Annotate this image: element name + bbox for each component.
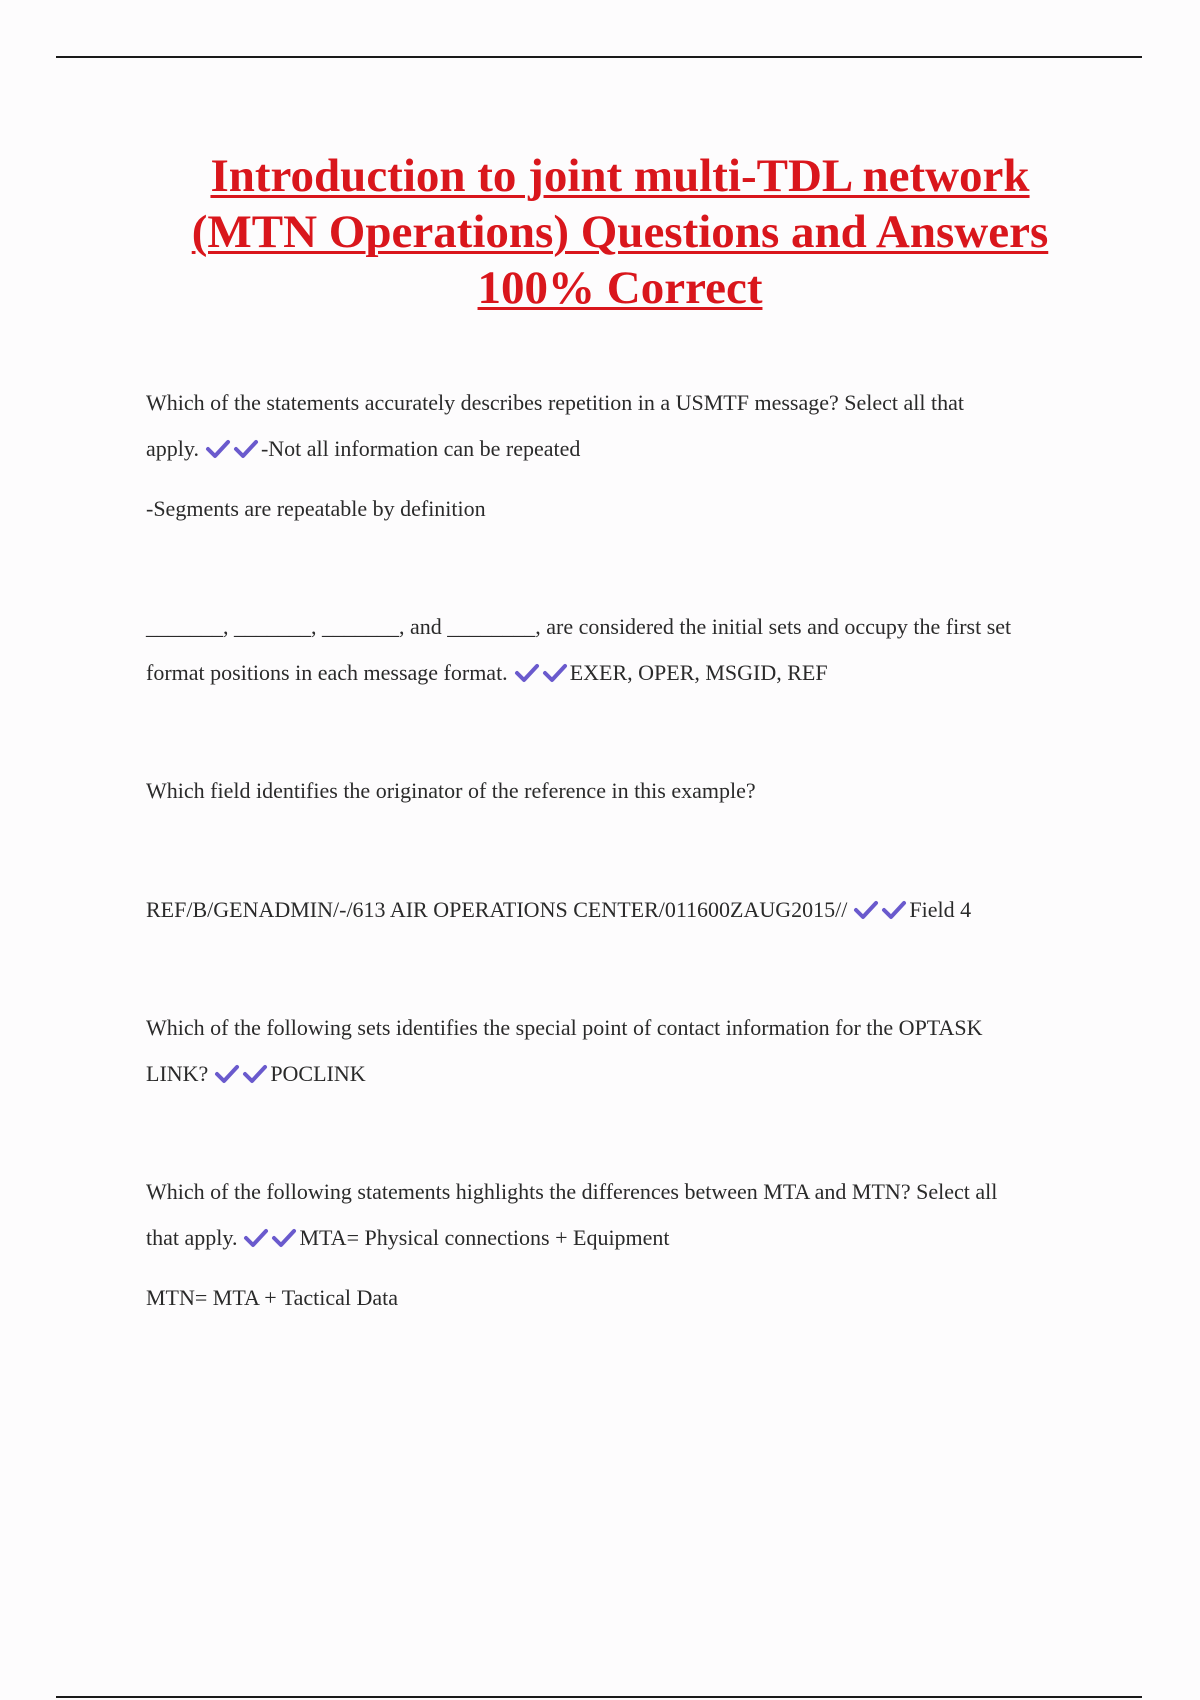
question-answer-line xyxy=(146,887,1096,933)
qa-item xyxy=(146,1169,1096,1321)
qa-item xyxy=(146,380,1096,532)
question-text: LINK? xyxy=(146,1061,209,1086)
answer-text: Field 4 xyxy=(909,897,972,922)
question-text: apply. xyxy=(146,436,199,461)
qa-content xyxy=(146,380,1096,1321)
check-icon xyxy=(205,439,231,459)
question-answer-line xyxy=(146,426,1096,472)
answer-text: MTA= Physical connections + Equipment xyxy=(299,1225,670,1250)
qa-item xyxy=(146,1005,1096,1097)
question-text: Which of the statements accurately describes repetition in a USMTF message? Select all that xyxy=(146,390,965,415)
qa-item xyxy=(146,768,1096,933)
question-text: REF/B/GENADMIN/-/613 AIR OPERATIONS CENTER/011600ZAUG2015// xyxy=(146,897,848,922)
answer-text: EXER, OPER, MSGID, REF xyxy=(569,660,828,685)
question-answer-line xyxy=(146,650,1096,696)
check-icon xyxy=(243,1228,269,1248)
answer-text: POCLINK xyxy=(270,1061,366,1086)
document-title xyxy=(100,148,1140,316)
answer-text: MTN= MTA + Tactical Data xyxy=(146,1285,399,1310)
question-text: Which of the following statements highlights the differences between MTA and MTN? Select all xyxy=(146,1179,998,1204)
check-icon xyxy=(853,900,879,920)
bottom-rule xyxy=(56,1696,1142,1698)
top-rule xyxy=(56,56,1142,58)
question-text: that apply. xyxy=(146,1225,238,1250)
title-line-2: (MTN Operations) Questions and Answers xyxy=(191,206,1049,258)
check-icon xyxy=(271,1228,297,1248)
check-icon xyxy=(514,663,540,683)
question-answer-line xyxy=(146,1051,1096,1097)
title-line-3: 100% Correct xyxy=(477,262,763,314)
question-answer-line xyxy=(146,1215,1096,1261)
qa-item xyxy=(146,604,1096,696)
check-icon xyxy=(881,900,907,920)
answer-text: -Not all information can be repeated xyxy=(260,436,581,461)
check-icon xyxy=(233,439,259,459)
check-icon xyxy=(242,1064,268,1084)
question-text: Which of the following sets identifies the special point of contact information for the OPTASK xyxy=(146,1015,983,1040)
answer-text: -Segments are repeatable by definition xyxy=(146,496,486,521)
question-text: format positions in each message format. xyxy=(146,660,508,685)
check-icon xyxy=(542,663,568,683)
question-text: _______, _______, _______, and ________, are considered the initial sets and occupy the first set xyxy=(146,614,1012,639)
title-line-1: Introduction to joint multi-TDL network xyxy=(210,150,1030,202)
check-icon xyxy=(214,1064,240,1084)
question-text: Which field identifies the originator of the reference in this example? xyxy=(146,778,756,803)
